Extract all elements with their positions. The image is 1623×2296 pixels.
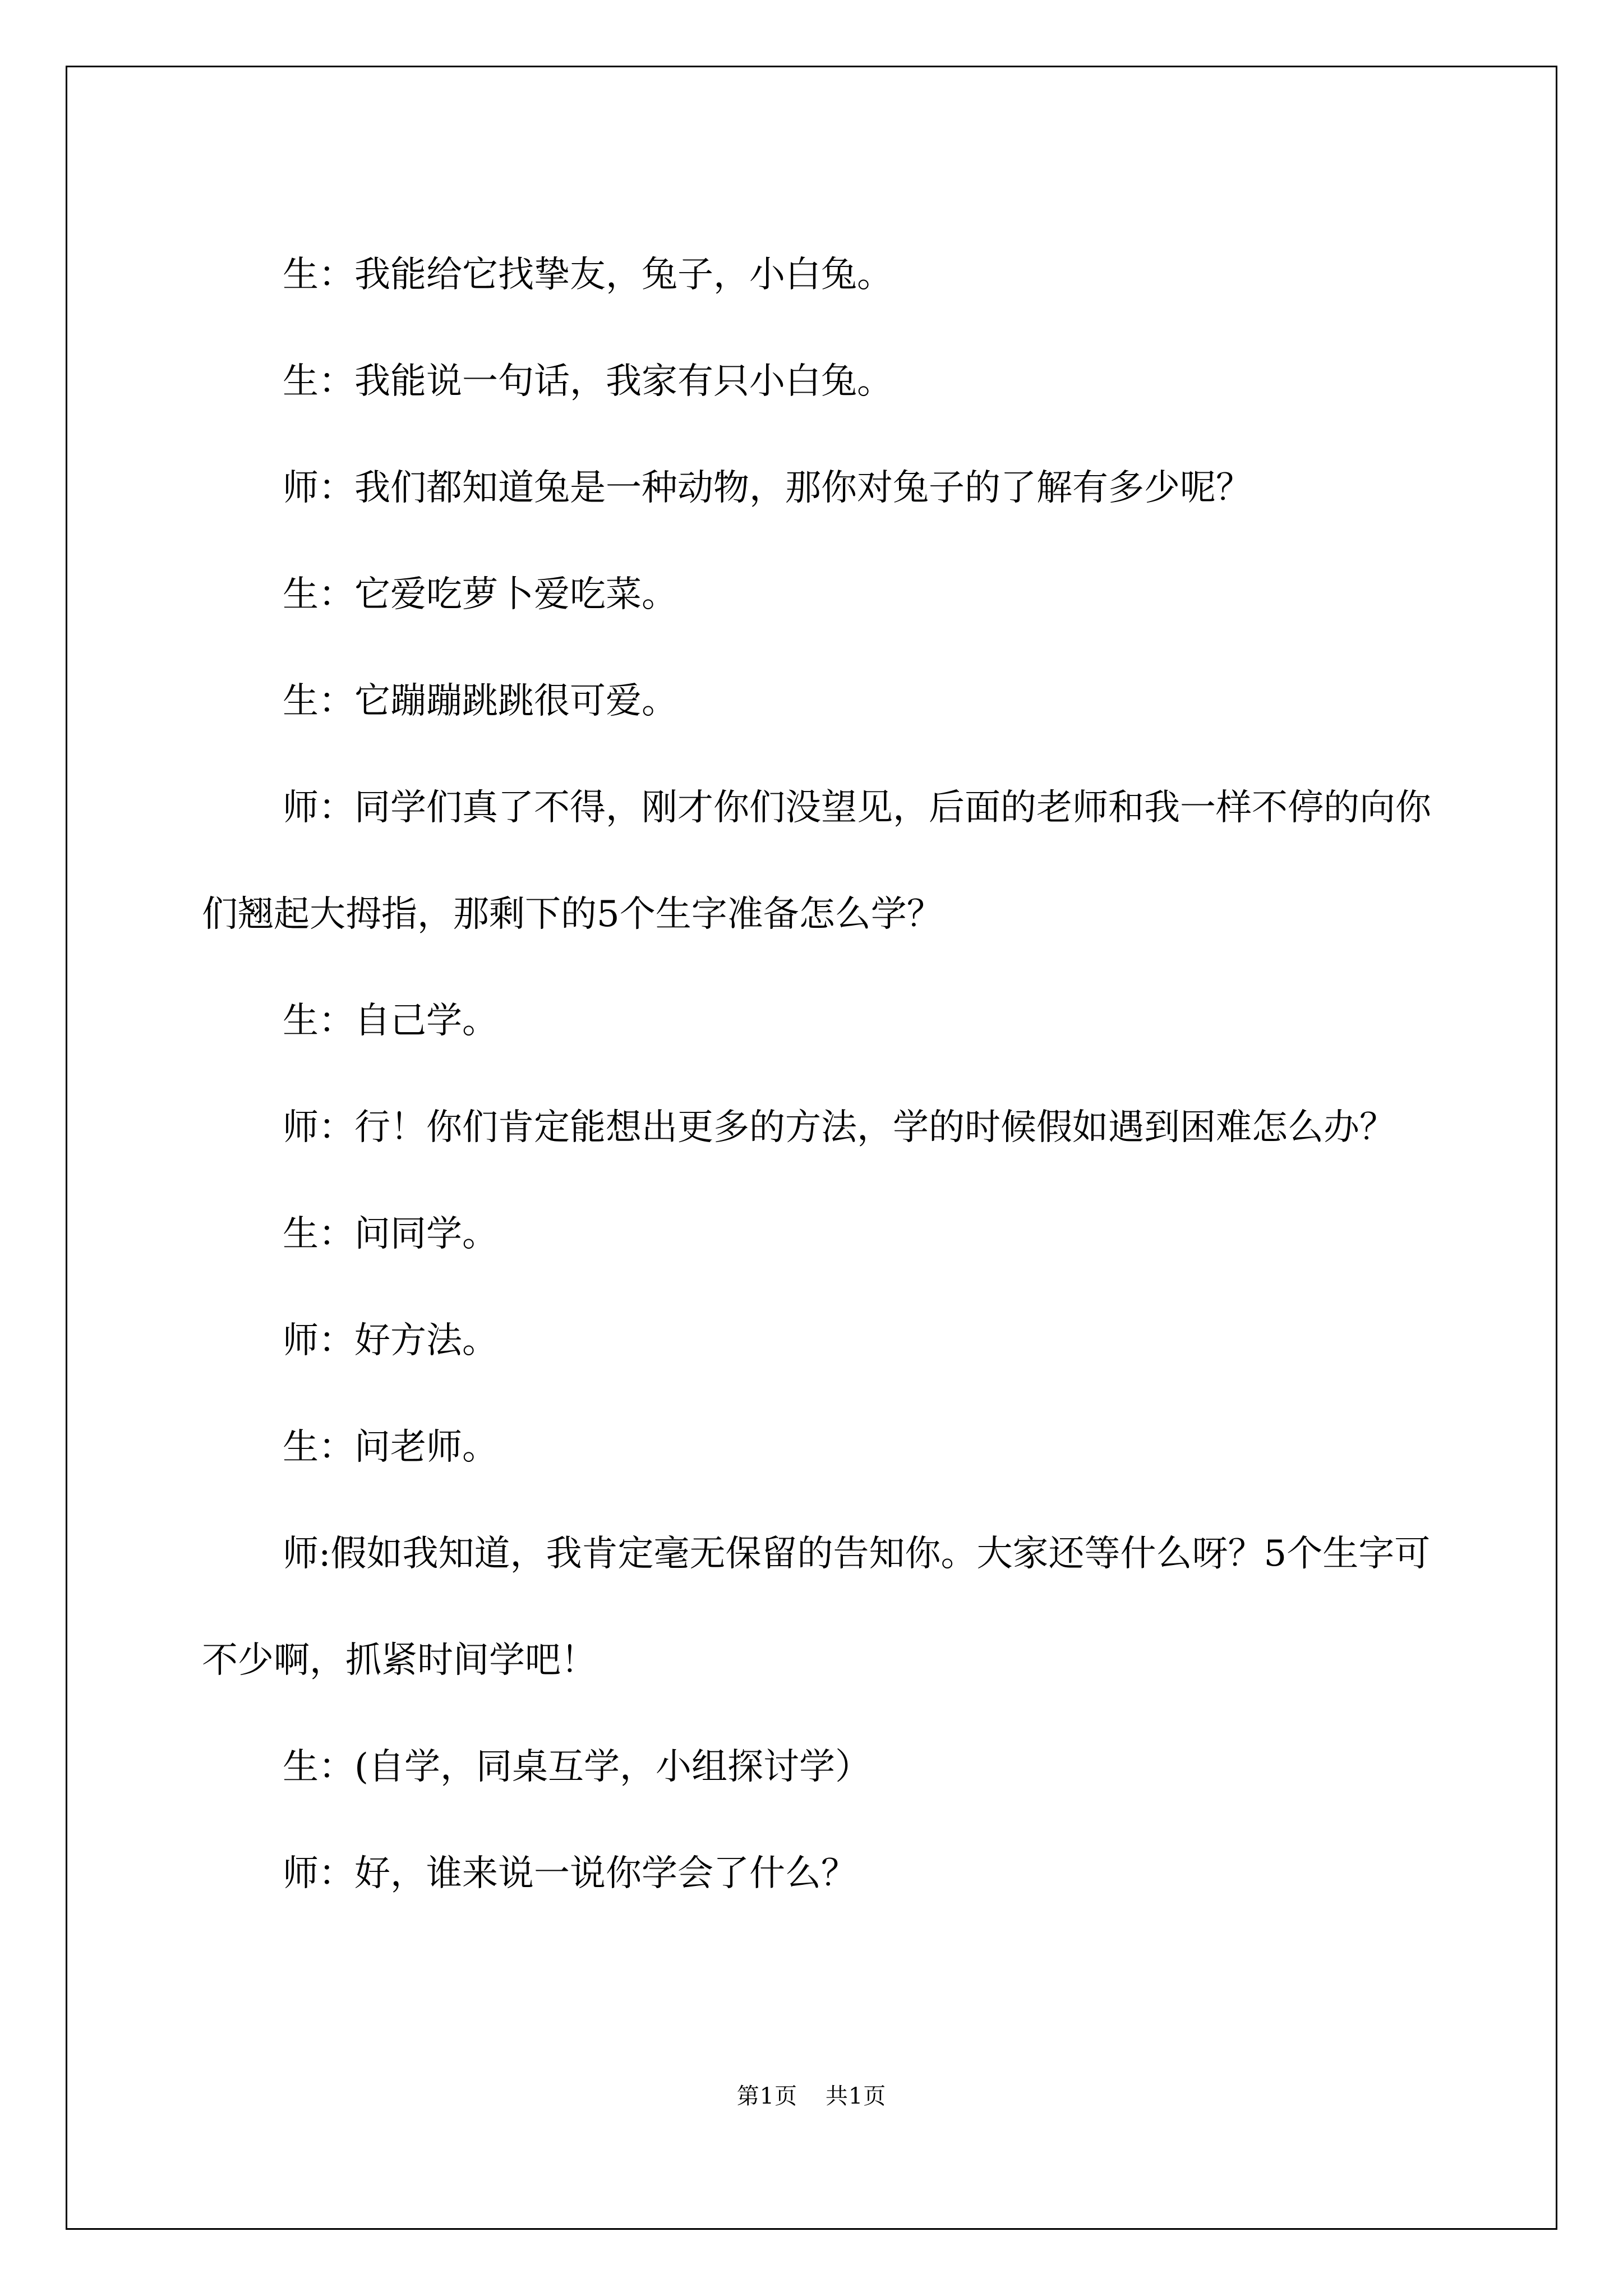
paragraph: 生：问老师。 <box>283 1427 498 1468</box>
page-footer <box>0 2078 1623 2110</box>
paragraph: 师：行！你们肯定能想出更多的方法，学的时候假如遇到困难怎么办？ <box>283 1107 1395 1148</box>
paragraph: 生：它蹦蹦跳跳很可爱。 <box>283 680 677 722</box>
paragraph: 师:假如我知道，我肯定毫无保留的告知你。大家还等什么呀？5个生字可不少啊，抓紧时间学吧！ <box>202 1533 1431 1681</box>
paragraph: 生：它爱吃萝卜爱吃菜。 <box>283 574 677 615</box>
page-number-current: 第1页 <box>736 2083 798 2109</box>
paragraph: 生：自己学。 <box>283 1000 498 1042</box>
page-number-total: 共1页 <box>825 2083 887 2109</box>
paragraph: 师：好，谁来说一说你学会了什么？ <box>283 1853 857 1894</box>
paragraph: 生：我能给它找挚友，兔子，小白兔。 <box>283 254 893 296</box>
document-body <box>202 222 1436 1927</box>
paragraph: 师：好方法。 <box>283 1320 498 1361</box>
paragraph: 生：(自学，同桌互学，小组探讨学） <box>283 1746 871 1788</box>
paragraph: 生：问同学。 <box>283 1213 498 1255</box>
paragraph: 师：同学们真了不得，刚才你们没望见，后面的老师和我一样不停的向你们翘起大拇指，那剩下的5个生字准备怎么学？ <box>202 787 1431 935</box>
paragraph: 生：我能说一句话，我家有只小白兔。 <box>283 361 893 402</box>
paragraph: 师：我们都知道兔是一种动物，那你对兔子的了解有多少呢？ <box>283 467 1252 509</box>
